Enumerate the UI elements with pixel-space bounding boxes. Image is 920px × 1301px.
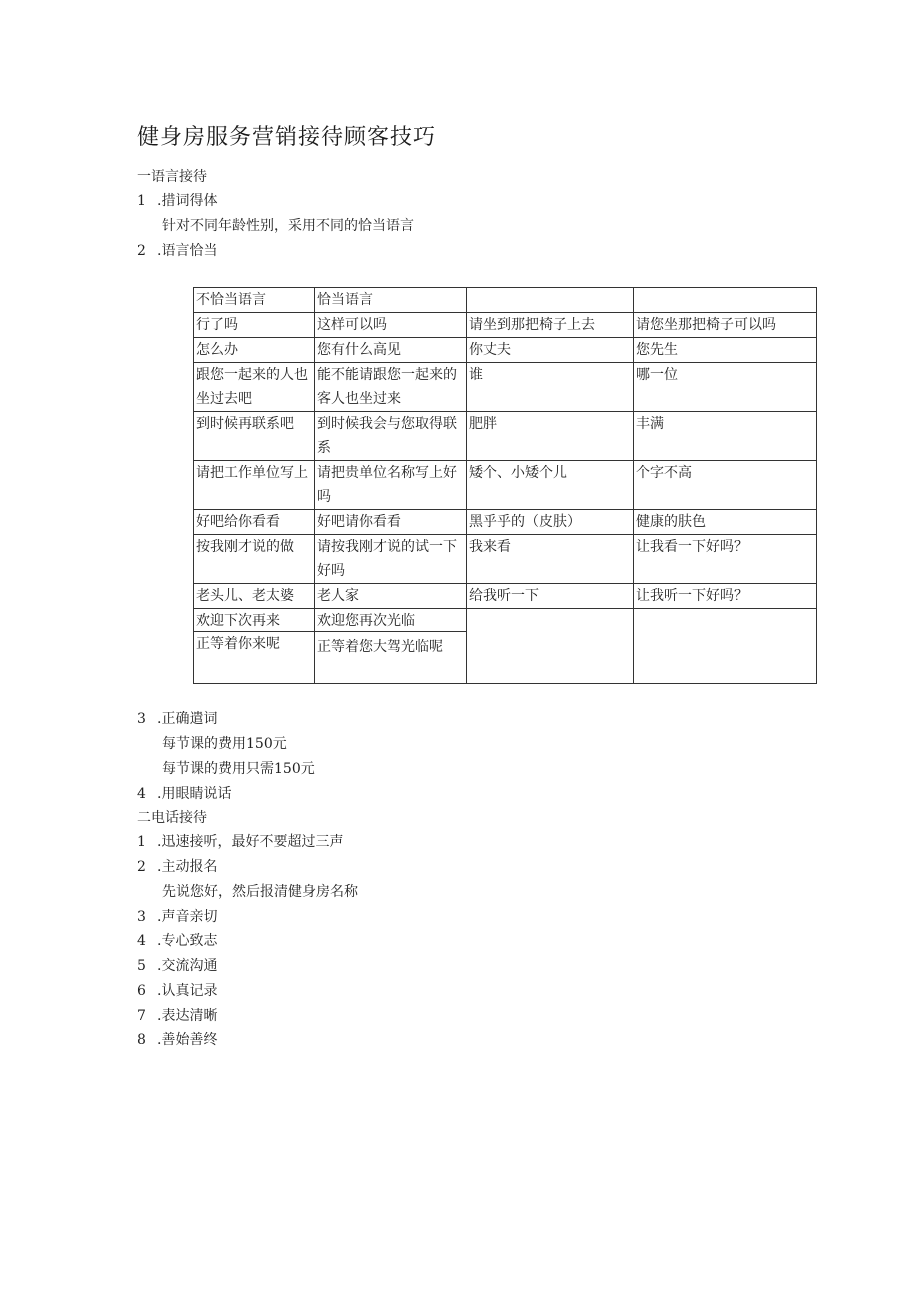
list-item-detail: 每节课的费用150元 xyxy=(162,736,287,752)
list-item-text: .迅速接听，最好不要超过三声 xyxy=(157,834,344,850)
list-item-text: .用眼睛说话 xyxy=(157,786,232,802)
table-subcell: 欢迎您再次光临 xyxy=(315,609,466,632)
table-cell-split xyxy=(315,609,467,684)
list-item-text: .正确遣词 xyxy=(157,711,218,727)
table-cell: 丰满 xyxy=(634,412,817,461)
table-cell-empty xyxy=(634,609,817,684)
list-item-text: .表达清晰 xyxy=(157,1008,218,1024)
list-item xyxy=(137,191,217,211)
list-item-number: 3 xyxy=(137,909,146,925)
table-cell: 怎么办 xyxy=(194,338,315,363)
table-cell: 行了吗 xyxy=(194,313,315,338)
list-item-number: 1 xyxy=(137,834,146,850)
table-cell: 您先生 xyxy=(634,338,817,363)
list-item xyxy=(137,931,217,951)
table-header-row xyxy=(194,288,817,313)
table-cell: 能不能请跟您一起来的客人也坐过来 xyxy=(315,363,467,412)
list-item xyxy=(137,907,217,927)
list-item-detail: 针对不同年龄性别，采用不同的恰当语言 xyxy=(162,218,414,234)
list-item-number: 2 xyxy=(137,243,146,259)
list-item xyxy=(137,784,231,804)
list-item xyxy=(137,956,217,976)
table-cell: 我来看 xyxy=(467,535,634,584)
table-subcell: 正等着您大驾光临呢 xyxy=(317,639,443,655)
table-cell: 你丈夫 xyxy=(467,338,634,363)
page-title: 健身房服务营销接待顾客技巧 xyxy=(137,125,437,150)
list-item-number: 5 xyxy=(137,958,146,974)
list-item-text: .认真记录 xyxy=(157,983,218,999)
table-subcell: 欢迎下次再来 xyxy=(194,609,314,632)
table-header-cell xyxy=(467,288,634,313)
list-item-number: 4 xyxy=(137,933,146,949)
list-item xyxy=(137,241,217,261)
table-cell: 好吧请你看看 xyxy=(315,510,467,535)
list-item-detail: 每节课的费用只需150元 xyxy=(162,761,315,777)
list-item-number: 7 xyxy=(137,1008,146,1024)
table-cell: 到时候再联系吧 xyxy=(194,412,315,461)
list-item-text: .善始善终 xyxy=(157,1032,218,1048)
table-header-cell xyxy=(634,288,817,313)
table-row xyxy=(194,609,817,684)
table-cell: 请把工作单位写上 xyxy=(194,461,315,510)
list-item xyxy=(137,857,217,877)
list-item-number: 3 xyxy=(137,711,146,727)
table-cell: 请把贵单位名称写上好吗 xyxy=(315,461,467,510)
list-item-detail: 先说您好，然后报清健身房名称 xyxy=(162,884,358,900)
table-cell-split xyxy=(194,609,315,684)
list-item xyxy=(137,1030,217,1050)
list-item xyxy=(137,981,217,1001)
table-row xyxy=(194,461,817,510)
list-item-number: 2 xyxy=(137,859,146,875)
table-cell: 好吧给你看看 xyxy=(194,510,315,535)
table-header-cell: 恰当语言 xyxy=(315,288,467,313)
list-item-text: .声音亲切 xyxy=(157,909,218,925)
table-cell: 给我听一下 xyxy=(467,584,634,609)
table-cell: 这样可以吗 xyxy=(315,313,467,338)
list-item-text: .专心致志 xyxy=(157,933,218,949)
table-cell: 谁 xyxy=(467,363,634,412)
table-cell: 黑乎乎的（皮肤） xyxy=(467,510,634,535)
table-cell: 请您坐那把椅子可以吗 xyxy=(634,313,817,338)
table-cell: 您有什么高见 xyxy=(315,338,467,363)
table-row xyxy=(194,510,817,535)
section-heading-phone: 二电话接待 xyxy=(137,810,207,826)
list-item-number: 6 xyxy=(137,983,146,999)
table-cell: 按我刚才说的做 xyxy=(194,535,315,584)
table-cell: 请坐到那把椅子上去 xyxy=(467,313,634,338)
table-cell: 肥胖 xyxy=(467,412,634,461)
table-cell: 请按我刚才说的试一下好吗 xyxy=(315,535,467,584)
list-item xyxy=(137,709,217,729)
table-cell: 矮个、小矮个儿 xyxy=(467,461,634,510)
list-item-number: 8 xyxy=(137,1032,146,1048)
table-header-cell: 不恰当语言 xyxy=(194,288,315,313)
list-item xyxy=(137,832,343,852)
table-subcell: 正等着你来呢 xyxy=(196,636,280,652)
table-cell-empty xyxy=(467,609,634,684)
table-cell: 跟您一起来的人也坐过去吧 xyxy=(194,363,315,412)
table-row xyxy=(194,338,817,363)
table-cell: 让我听一下好吗？ xyxy=(634,584,817,609)
table-row xyxy=(194,412,817,461)
list-item-text: .交流沟通 xyxy=(157,958,218,974)
table-cell: 老头儿、老太婆 xyxy=(194,584,315,609)
list-item-text: .措词得体 xyxy=(157,193,218,209)
list-item xyxy=(137,1006,217,1026)
table-cell: 到时候我会与您取得联系 xyxy=(315,412,467,461)
list-item-number: 4 xyxy=(137,786,146,802)
table-cell: 个字不高 xyxy=(634,461,817,510)
table-row xyxy=(194,584,817,609)
table-row xyxy=(194,535,817,584)
table-row xyxy=(194,313,817,338)
table-cell: 哪一位 xyxy=(634,363,817,412)
list-item-number: 1 xyxy=(137,193,146,209)
list-item-text: .主动报名 xyxy=(157,859,218,875)
wording-table xyxy=(193,287,817,684)
section-heading-language: 一语言接待 xyxy=(137,169,207,185)
table-cell: 让我看一下好吗？ xyxy=(634,535,817,584)
list-item-text: .语言恰当 xyxy=(157,243,218,259)
table-cell: 老人家 xyxy=(315,584,467,609)
table-row xyxy=(194,363,817,412)
table-cell: 健康的肤色 xyxy=(634,510,817,535)
